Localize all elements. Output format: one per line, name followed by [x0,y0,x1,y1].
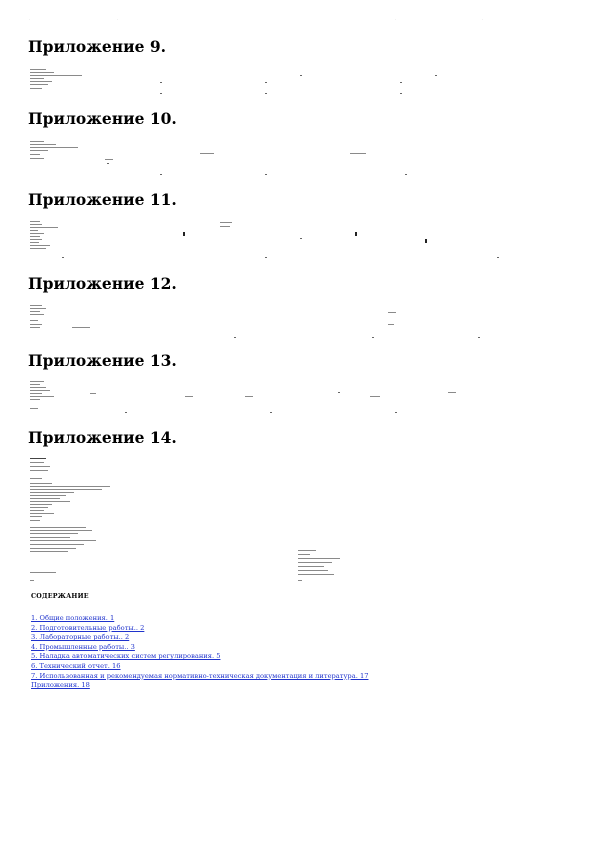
toc-item [31,652,368,662]
toc-link[interactable]: 4. Промышленные работы.. 3 [31,642,135,651]
toc-item [31,672,368,682]
toc-item [31,681,368,691]
toc-item [31,624,368,634]
toc-link[interactable]: 1. Общие положения. 1 [31,614,115,622]
toc-title: СОДЕРЖАНИЕ [31,593,89,600]
toc-link[interactable]: 2. Подготовительные работы.. 2 [31,623,145,632]
appendix-heading: Приложение 11. [28,190,177,209]
header-speck: · [29,17,30,21]
header-speck: · [117,17,118,21]
toc-item [31,643,368,653]
appendix-heading: Приложение 14. [28,428,177,447]
header-speck: · [482,17,483,21]
toc-link[interactable]: 3. Лабораторные работы.. 2 [31,633,130,642]
appendix-heading: Приложение 9. [28,37,167,56]
toc-link[interactable]: 5. Наладка автоматических систем регулирования. 5 [31,652,221,661]
appendix-heading: Приложение 10. [28,109,177,128]
appendix-heading: Приложение 12. [28,274,177,293]
toc-list [31,614,368,691]
toc-link[interactable]: Приложения. 18 [31,681,90,690]
header-speck: · [395,17,396,21]
toc-link[interactable]: 6. Технический отчет. 16 [31,661,121,670]
toc-link[interactable]: 7. Использованная и рекомендуемая нормативно-техническая документация и литература. 17 [31,671,369,680]
toc-item [31,614,368,624]
appendix-heading: Приложение 13. [28,351,177,370]
toc-item [31,633,368,643]
toc-item [31,662,368,672]
